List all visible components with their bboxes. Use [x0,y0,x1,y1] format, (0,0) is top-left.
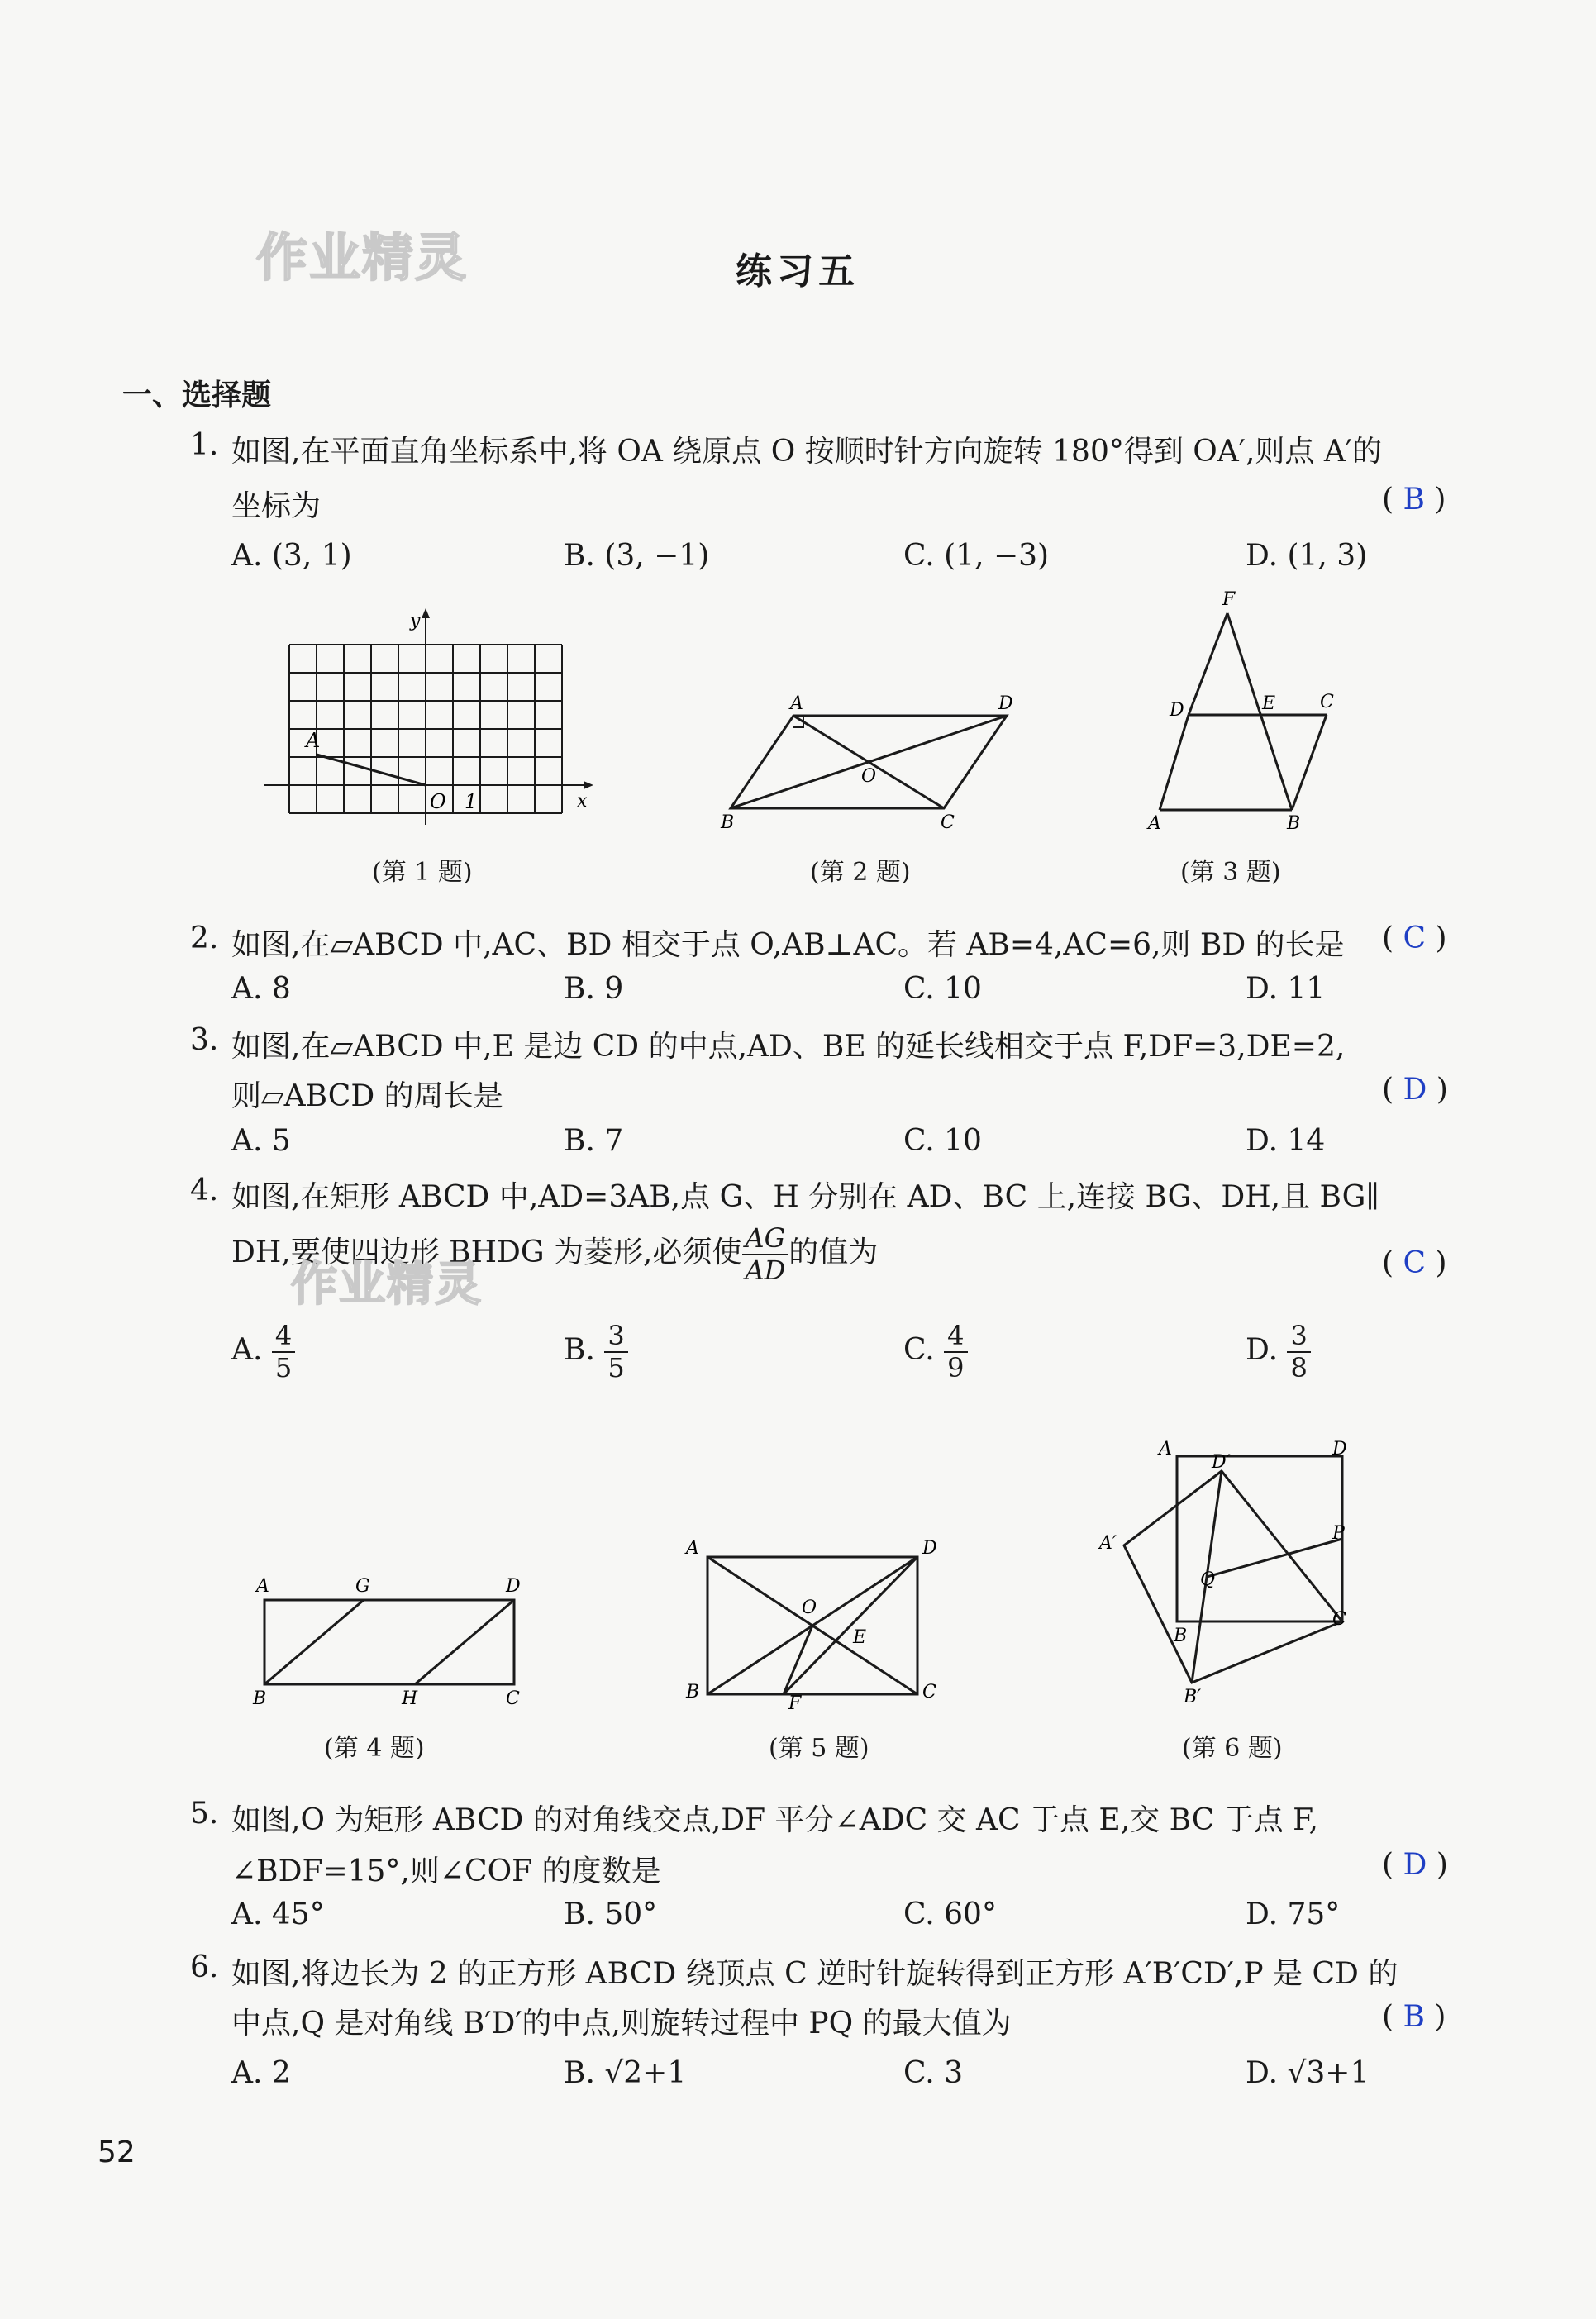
question-number: 2. [190,921,219,955]
answer-bracket: ( C ) [1382,1246,1447,1280]
label-a: A [1148,813,1161,834]
y-axis-arrow-icon [422,608,430,618]
option-b: B. 9 [564,972,624,1006]
option-label: B. [564,1332,595,1367]
answer-letter: D [1403,1848,1427,1882]
label-o: O [430,790,446,813]
option-d: D. (1, 3) [1246,539,1368,573]
label-p: P [1332,1523,1345,1544]
answer-bracket: ( C ) [1382,921,1447,955]
option-b: B. (3, −1) [564,539,710,573]
question-text: 坐标为 [231,489,322,523]
answer-bracket: ( B ) [1382,2000,1446,2034]
fraction-numerator: 4 [944,1321,967,1353]
option-d: D. √3+1 [1246,2056,1370,2090]
label-q: Q [1200,1569,1216,1590]
fraction-numerator: 3 [1287,1321,1310,1353]
fraction-denominator: 9 [947,1351,965,1383]
question-text: 如图,O 为矩形 ABCD 的对角线交点,DF 平分∠ADC 交 AC 于点 E,交 BC 于点 F, [231,1803,1318,1837]
label-d: D [506,1576,521,1597]
question-text: 则▱ABCD 的周长是 [231,1079,503,1113]
label-a-prime: A′ [1099,1533,1117,1554]
question-number: 5. [190,1797,219,1831]
option-c: C. 3 [903,2056,964,2090]
option-a: A. 5 [231,1124,291,1158]
page-number: 52 [98,2136,136,2169]
label-f: F [788,1693,802,1711]
option-a: A. 2 [231,2056,291,2090]
option-b: B. 50° [564,1898,658,1931]
figure-caption: (第 4 题) [324,1734,425,1763]
answer-letter: C [1403,921,1427,955]
rectangle-abcd [707,1557,917,1694]
option-a: A. 8 [231,972,291,1006]
option-c: C. 10 [903,972,982,1006]
option-fraction [604,1321,627,1383]
label-c: C [1332,1609,1346,1630]
figure-caption: (第 2 题) [810,858,911,887]
option-fraction [1287,1321,1310,1383]
question-number: 4. [190,1174,219,1207]
option-d [1246,1321,1311,1383]
figure-4 [240,1570,537,1711]
option-label: A. [231,1332,263,1367]
label-one: 1 [465,790,478,813]
answer-letter: B [1403,2000,1425,2034]
label-d: D [998,693,1013,714]
label-b: B [253,1688,267,1709]
rectangle-bhdg [264,1600,514,1684]
figure-1 [248,602,612,825]
answer-bracket: ( D ) [1382,1073,1448,1107]
figure-6 [1091,1438,1364,1711]
label-b: B [1287,813,1301,834]
option-d: D. 75° [1246,1898,1341,1931]
figure-2 [711,686,1041,835]
label-c: C [922,1682,936,1702]
label-a: A [790,693,803,714]
fraction-denominator: AD [745,1254,786,1286]
label-a: A [256,1576,269,1597]
fraction-numerator: 4 [272,1321,295,1353]
question-text: 如图,在▱ABCD 中,E 是边 CD 的中点,AD、BE 的延长线相交于点 F,DF=3,DE=2, [231,1030,1346,1064]
option-label: C. [903,1332,935,1367]
option-fraction [272,1321,295,1383]
label-e: E [1262,693,1276,714]
label-d: D [1332,1439,1347,1459]
option-c: C. 60° [903,1898,997,1931]
answer-letter: B [1403,483,1425,517]
watermark-logo: 作业精灵 [291,1258,483,1312]
option-b: B. 7 [564,1124,624,1158]
option-a: A. 45° [231,1898,325,1931]
rotated-squares [1124,1456,1342,1683]
x-axis-arrow-icon [584,781,593,789]
figure-caption: (第 6 题) [1182,1734,1283,1763]
question-text: 如图,在平面直角坐标系中,将 OA 绕原点 O 按顺时针方向旋转 180°得到 OA′,则点 A′的 [231,435,1383,469]
answer-letter: D [1403,1073,1427,1107]
label-a: A [1159,1439,1172,1459]
question-number: 6. [190,1950,219,1984]
figure-caption: (第 1 题) [372,858,473,887]
option-label: D. [1246,1332,1279,1367]
fraction-denominator: 5 [607,1351,625,1383]
option-a [231,1321,295,1383]
label-d: D [922,1538,937,1559]
section-heading: 一、选择题 [122,378,272,412]
label-b-prime: B′ [1184,1687,1202,1707]
label-c: C [1320,692,1334,712]
option-d: D. 14 [1246,1124,1326,1158]
label-h: H [402,1688,418,1709]
question-text: 如图,在▱ABCD 中,AC、BD 相交于点 O,AB⊥AC。若 AB=4,AC=6,则 BD 的长是 [231,928,1345,962]
question-number: 1. [190,428,219,462]
label-y: y [410,611,421,631]
label-b: B [1174,1626,1188,1646]
question-number: 3. [190,1023,219,1057]
option-fraction [944,1321,967,1383]
label-b: B [686,1682,700,1702]
figure-3 [1136,587,1368,835]
watermark-logo: 作业精灵 [256,227,469,288]
option-c [903,1321,968,1383]
label-o: O [802,1598,817,1618]
answer-bracket: ( D ) [1382,1848,1448,1882]
question-text: 中点,Q 是对角线 B′D′的中点,则旋转过程中 PQ 的最大值为 [231,2007,1012,2040]
answer-bracket: ( B ) [1382,483,1446,517]
answer-letter: C [1403,1246,1427,1280]
option-a: A. (3, 1) [231,539,352,573]
label-f: F [1222,589,1236,610]
label-a: A [686,1538,699,1559]
fraction-denominator: 8 [1290,1351,1308,1383]
fraction-denominator: 5 [274,1351,293,1383]
question-text: 如图,将边长为 2 的正方形 ABCD 绕顶点 C 逆时针旋转得到正方形 A′B′CD′,P 是 CD 的 [231,1957,1398,1991]
label-d-prime: D′ [1212,1452,1231,1473]
question-text-part: 的值为 [788,1235,879,1269]
label-c: C [941,812,955,833]
option-b [564,1321,628,1383]
label-b: B [721,812,735,833]
option-d: D. 11 [1246,972,1326,1006]
label-g: G [355,1576,370,1597]
question-text: ∠BDF=15°,则∠COF 的度数是 [231,1855,661,1888]
figure-caption: (第 3 题) [1180,858,1281,887]
option-b: B. √2+1 [564,2056,687,2090]
label-o: O [861,766,877,787]
fraction-ag-ad [742,1223,789,1286]
fraction-numerator: 3 [604,1321,627,1353]
option-c: C. 10 [903,1124,982,1158]
fraction-numerator: AG [742,1223,789,1255]
figure-5 [678,1537,942,1711]
label-e: E [853,1627,867,1648]
question-text: 如图,在矩形 ABCD 中,AD=3AB,点 G、H 分别在 AD、BC 上,连接 BG、DH,且 BG∥ [231,1180,1380,1214]
figure-caption: (第 5 题) [769,1734,869,1763]
page-title: 练习五 [736,250,860,293]
label-c: C [506,1688,520,1709]
parallelogram-with-extension [1160,613,1327,810]
option-c: C. (1, −3) [903,539,1050,573]
question-text-part: DH,要使四边形 BHDG 为菱形,必须使 [231,1235,742,1269]
label-x: x [577,791,588,812]
parallelogram [731,716,1007,808]
label-a: A [306,729,321,752]
label-d: D [1170,700,1184,721]
